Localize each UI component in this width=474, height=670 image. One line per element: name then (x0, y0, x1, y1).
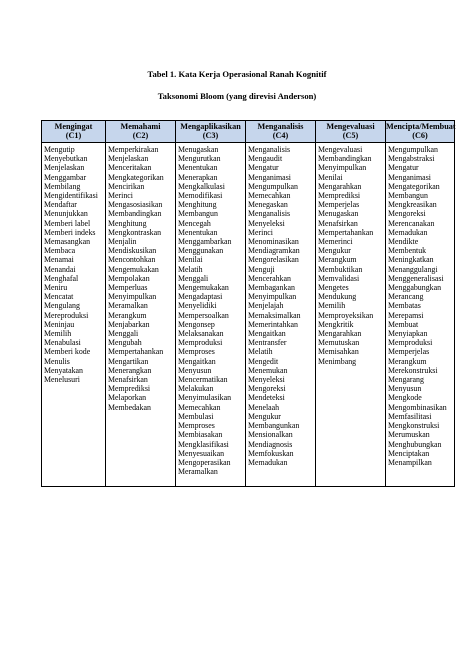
verb-item: Menggunakan (178, 246, 224, 256)
verb-table (41, 120, 455, 487)
verb-item: Menyusun (178, 365, 212, 375)
verb-item: Menilai (178, 255, 203, 265)
verb-item: Melaksanakan (178, 329, 224, 339)
header-name: Mencipta/Membuat (386, 122, 456, 131)
verb-item: Merekonstruksi (388, 365, 438, 375)
verb-item: Mendukung (318, 292, 357, 302)
verb-item: Menafsirkan (318, 218, 358, 228)
verb-item: Mendikte (388, 237, 419, 247)
verb-item: Menceritakan (108, 163, 152, 173)
verb-item: Mengklasifikasi (178, 439, 229, 449)
verb-item: Memasangkan (44, 237, 91, 247)
verb-item: Membilang (44, 181, 81, 191)
verb-item: Menganimasi (388, 172, 431, 182)
header-c6 (386, 121, 455, 143)
verb-item: Menominasikan (248, 237, 299, 247)
verb-item: Memodifikasi (178, 191, 223, 201)
verb-item: Mengadaptasi (178, 292, 223, 302)
verb-item: Merumuskan (388, 430, 430, 440)
verb-item: Mendaftar (44, 200, 77, 210)
verb-item: Merencanakan (388, 218, 435, 228)
verb-item: Memproduksi (178, 338, 223, 348)
verb-item: Menghitung (108, 218, 147, 228)
verb-item: Menandai (44, 264, 76, 274)
verb-item: Melakukan (178, 384, 214, 394)
verb-item: Menganalisis (248, 145, 291, 154)
verb-item: Menyelidiki (178, 301, 217, 311)
header-name: Mengevaluasi (326, 122, 375, 131)
verb-item: Menelaah (248, 402, 280, 412)
verb-item: Membuktikan (318, 264, 363, 274)
verb-item: Menanggulangi (388, 264, 438, 274)
verb-item: Membulasi (178, 411, 214, 421)
verb-item: Melatih (248, 347, 273, 357)
verb-item: Mengarahkan (318, 181, 362, 191)
verb-item: Menemukan (248, 365, 288, 375)
verb-item: Mengkritik (318, 319, 354, 329)
verb-item: Mempersoalkan (178, 310, 229, 320)
verb-item: Merangkum (108, 310, 147, 320)
table-caption-title: Tabel 1. Kata Kerja Operasional Ranah Kognitif (147, 69, 327, 79)
verb-item: Membaca (44, 246, 76, 256)
verb-item: Menerangkan (108, 365, 152, 375)
verb-item: Menjalin (108, 237, 137, 247)
verb-item: Mensionalkan (248, 430, 293, 440)
column-c5-cell (316, 143, 386, 487)
verb-item: Menggali (178, 273, 209, 283)
header-c3 (176, 121, 246, 143)
verb-item: Menerapkan (178, 172, 218, 182)
header-code: (C6) (412, 131, 428, 140)
verb-item: Menjelaskan (44, 163, 85, 173)
verb-item: Mengubah (108, 338, 142, 348)
verb-item: Mengabstraksi (388, 154, 435, 164)
verb-item: Menelusuri (44, 375, 80, 385)
verb-item: Menghitung (178, 200, 217, 210)
header-code: (C5) (342, 131, 359, 140)
verb-item: Mencontohkan (108, 255, 156, 265)
column-c6-cell (386, 143, 455, 487)
verb-item: Memproses (178, 347, 215, 357)
column-c1-cell (42, 143, 106, 487)
verb-item: Mengkode (388, 393, 422, 403)
verb-item: Mengulang (44, 301, 80, 311)
verb-item: Menabulasi (44, 338, 81, 348)
verb-item: Mengkonstruksi (388, 421, 440, 431)
verb-item: Memberi label (44, 218, 91, 228)
verb-item: Meninjau (44, 319, 75, 329)
verb-item: Menyiapkan (388, 329, 428, 339)
verb-item: Mengategorikan (388, 181, 440, 191)
verb-item: Memprediksi (108, 384, 151, 394)
verb-item: Merinci (248, 227, 273, 237)
verb-item: Menugaskan (178, 145, 219, 154)
verb-item: Mengetes (318, 283, 349, 293)
verb-item: Memecahkan (178, 402, 221, 412)
column-c3-cell (176, 143, 246, 487)
verb-item: Membangun (388, 191, 428, 201)
verb-item: Memproduksi (388, 338, 433, 348)
verb-item: Mengemukakan (178, 283, 229, 293)
verb-item: Mengarahkan (318, 329, 362, 339)
verb-item: Merangkum (388, 356, 427, 366)
verb-item: Mengoperasikan (178, 457, 231, 467)
verb-item: Menyesuaikan (178, 448, 225, 458)
verb-item: Mengaitkan (178, 356, 216, 366)
verb-item: Menganimasi (248, 172, 291, 182)
verb-item: Membiasakan (178, 430, 223, 440)
verb-item: Memvalidasi (318, 273, 360, 283)
verb-item: Menentukan (178, 227, 218, 237)
table-body-row (42, 143, 455, 487)
verb-item: Memperluas (108, 283, 148, 293)
verb-item: Menguji (248, 264, 275, 274)
verb-item: Memisahkan (318, 347, 359, 357)
verb-item: Menampilkan (388, 457, 432, 467)
verb-item: Menyatakan (44, 365, 83, 375)
verb-item: Menggeneralisasi (388, 273, 444, 283)
verb-item: Mentransfer (248, 338, 287, 348)
verb-item: Mendiagnosis (248, 439, 293, 449)
verb-item: Memerinci (318, 237, 353, 247)
verb-item: Menugaskan (318, 209, 359, 219)
verb-item: Membangunkan (248, 421, 300, 431)
verb-item: Memilih (44, 329, 72, 339)
verb-item: Mengemukakan (108, 264, 159, 274)
header-name: Mengingat (54, 122, 93, 131)
verb-item: Memilih (318, 301, 346, 311)
verb-item: Memerintahkan (248, 319, 298, 329)
verb-item: Memprediksi (318, 191, 361, 201)
verb-item: Memecahkan (248, 191, 291, 201)
verb-item: Memutuskan (318, 338, 360, 348)
verb-item: Merancang (388, 292, 424, 302)
verb-item: Mengartikan (108, 356, 149, 366)
verb-item: Menyimpulkan (108, 292, 157, 302)
verb-item: Mengutip (44, 145, 75, 154)
verb-item: Memaksimalkan (248, 310, 301, 320)
verb-item: Mengkategorikan (108, 172, 164, 182)
verb-item: Meningkatkan (388, 255, 434, 265)
verb-item: Mengatur (248, 163, 279, 173)
verb-item: Mengasosiasikan (108, 200, 163, 210)
column-c4-cell (246, 143, 316, 487)
verb-item: Mengidentifikasi (44, 191, 98, 201)
verb-item: Memperjelas (318, 200, 360, 210)
verb-item: Mengarang (388, 375, 424, 385)
verb-item: Menghafal (44, 273, 79, 283)
verb-item: Membagankan (248, 283, 295, 293)
header-c4 (246, 121, 316, 143)
verb-item: Menyeleksi (248, 375, 285, 385)
verb-item: Menggambarkan (178, 237, 232, 247)
verb-item: Meniru (44, 283, 68, 293)
verb-item: Mengumpulkan (248, 181, 298, 191)
verb-item: Mendeteksi (248, 393, 285, 403)
verb-item: Menjelaskan (108, 154, 149, 164)
verb-item: Melatih (178, 264, 203, 274)
verb-item: Meramalkan (108, 301, 148, 311)
verb-item: Mengonsep (178, 319, 215, 329)
verb-item: Mempertahankan (318, 227, 374, 237)
verb-item: Membangun (178, 209, 218, 219)
verb-item: Meramalkan (178, 467, 218, 477)
verb-item: Mencegah (178, 218, 211, 228)
verb-item: Memberi indeks (44, 227, 96, 237)
verb-item: Menentukan (178, 163, 218, 173)
verb-item: Menjelajah (248, 301, 284, 311)
header-code: (C2) (132, 131, 149, 140)
header-c1 (42, 121, 106, 143)
verb-item: Mengedit (248, 356, 279, 366)
verb-item: Merinci (108, 191, 133, 201)
verb-item: Mendiagramkan (248, 246, 300, 256)
verb-item: Memproyeksikan (318, 310, 374, 320)
verb-item: Merepamsi (388, 310, 424, 320)
verb-item: Menamai (44, 255, 74, 265)
verb-item: Memadukan (388, 227, 428, 237)
verb-item: Membandingkan (318, 154, 372, 164)
verb-item: Memfokuskan (248, 448, 294, 458)
verb-item: Memfasilitasi (388, 411, 432, 421)
verb-item: Menganalisis (248, 209, 291, 219)
verb-item: Memproses (178, 421, 215, 431)
header-name: Memahami (120, 122, 161, 131)
verb-item: Membatas (388, 301, 421, 311)
header-c5 (316, 121, 386, 143)
verb-item: Mempolakan (108, 273, 150, 283)
header-code: (C1) (65, 131, 82, 140)
verb-item: Menyebutkan (44, 154, 88, 164)
verb-item: Menghubungkan (388, 439, 442, 449)
verb-item: Mempertahankan (108, 347, 164, 357)
verb-item: Memadukan (248, 457, 288, 467)
verb-item: Membedakan (108, 402, 151, 412)
verb-item: Mengukur (248, 411, 281, 421)
verb-item: Mengaitkan (248, 329, 286, 339)
verb-item: Mengurutkan (178, 154, 221, 164)
verb-item: Mengorelasikan (248, 255, 299, 265)
verb-item: Menggambar (44, 172, 87, 182)
verb-item: Mengevaluasi (318, 145, 363, 154)
verb-item: Menilai (318, 172, 343, 182)
verb-item: Menggali (108, 329, 139, 339)
verb-item: Memperjelas (388, 347, 430, 357)
verb-item: Menyimpulkan (248, 292, 297, 302)
column-c2-cell (106, 143, 176, 487)
verb-item: Mencermatikan (178, 375, 228, 385)
verb-item: Mengoreksi (388, 209, 426, 219)
verb-item: Mereproduksi (44, 310, 89, 320)
verb-item: Mengumpulkan (388, 145, 438, 154)
verb-item: Menafsirkan (108, 375, 148, 385)
verb-item: Menyimulasikan (178, 393, 232, 403)
verb-item: Mengoreksi (248, 384, 286, 394)
verb-item: Memberi kode (44, 347, 91, 357)
verb-item: Menggabungkan (388, 283, 442, 293)
verb-item: Mengkalkulasi (178, 181, 225, 191)
verb-item: Membandingkan (108, 209, 162, 219)
verb-item: Menciptakan (388, 448, 430, 458)
verb-item: Menyimpulkan (318, 163, 367, 173)
verb-item: Membuat (388, 319, 419, 329)
verb-item: Menimbang (318, 356, 357, 366)
verb-item: Menegaskan (248, 200, 288, 210)
verb-item: Mencerahkan (248, 273, 291, 283)
verb-item: Mengkreasikan (388, 200, 437, 210)
table-header-row (42, 121, 455, 143)
verb-item: Menyusun (388, 384, 422, 394)
header-code: (C3) (202, 131, 219, 140)
verb-item: Melaporkan (108, 393, 147, 403)
verb-item: Mengukur (318, 246, 351, 256)
verb-item: Merangkum (318, 255, 357, 265)
header-name: Mengaplikasikan (180, 122, 241, 131)
verb-item: Mengaudit (248, 154, 283, 164)
header-name: Menganalisis (257, 122, 304, 131)
verb-item: Mengkontraskan (108, 227, 162, 237)
verb-item: Mengombinasikan (388, 402, 447, 412)
table-caption-subtitle: Taksonomi Bloom (yang direvisi Anderson) (157, 91, 317, 101)
verb-item: Menunjukkan (44, 209, 88, 219)
header-c2 (106, 121, 176, 143)
verb-item: Menulis (44, 356, 70, 366)
verb-item: Mencatat (44, 292, 74, 302)
verb-item: Mendiskusikan (108, 246, 157, 256)
verb-item: Mengatur (388, 163, 419, 173)
verb-item: Mencirikan (108, 181, 145, 191)
verb-item: Membentuk (388, 246, 427, 256)
header-code: (C4) (272, 131, 289, 140)
verb-item: Menyeleksi (248, 218, 285, 228)
verb-item: Menjabarkan (108, 319, 150, 329)
verb-item: Memperkirakan (108, 145, 159, 154)
